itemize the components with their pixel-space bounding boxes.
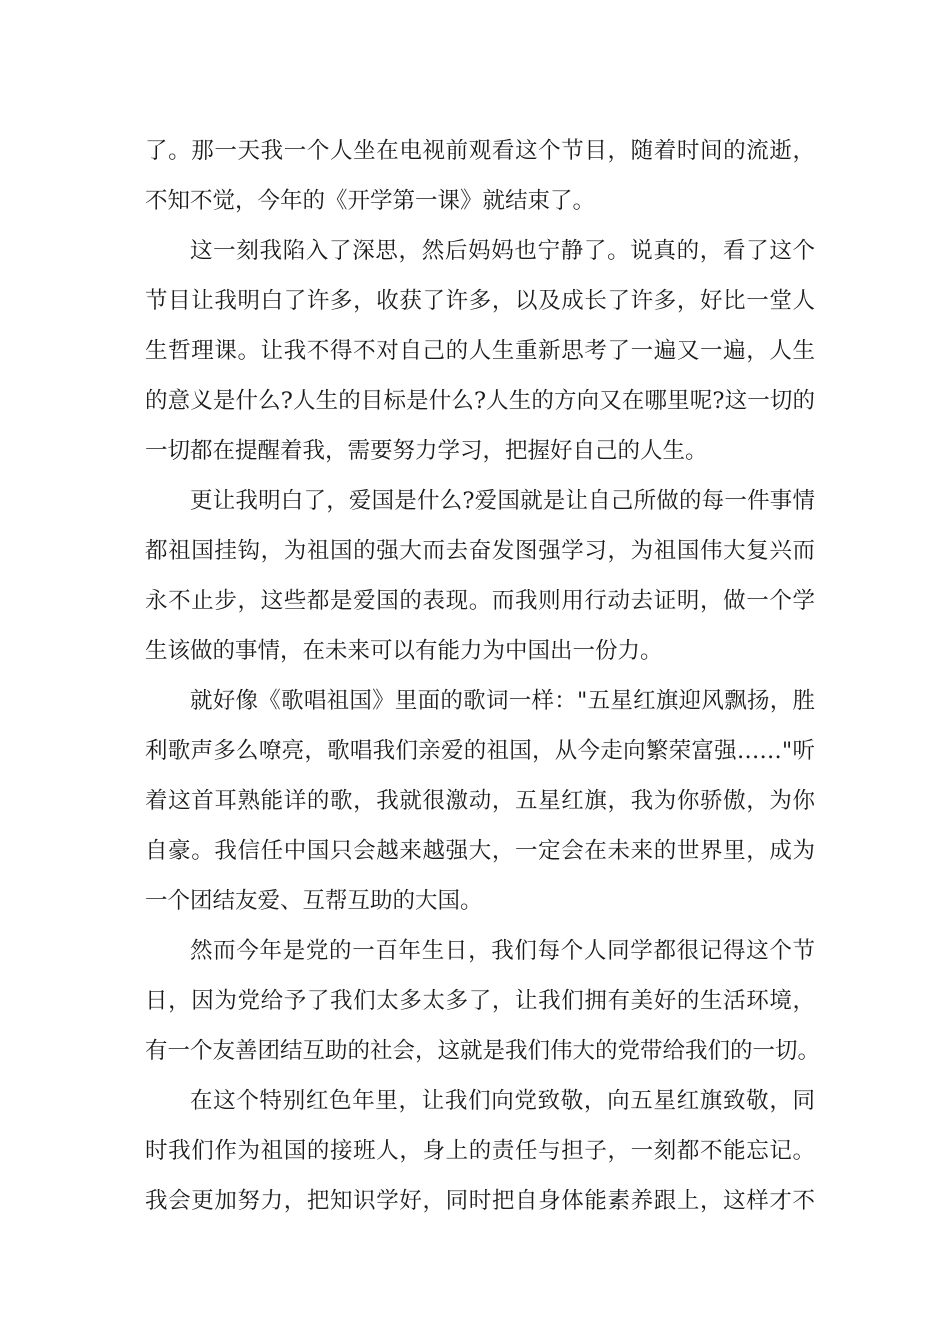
text-line: 都祖国挂钩，为祖国的强大而去奋发图强学习，为祖国伟大复兴而	[145, 538, 815, 564]
text-line: 节目让我明白了许多，收获了许多，以及成长了许多，好比一堂人	[145, 288, 815, 314]
paragraph-first-line: 更让我明白了，爱国是什么?爱国就是让自己所做的每一件事情	[190, 488, 815, 514]
text-line: 不知不觉，今年的《开学第一课》就结束了。	[145, 188, 596, 214]
text-line: 生该做的事情，在未来可以有能力为中国出一份力。	[145, 638, 663, 664]
paragraph-first-line: 就好像《歌唱祖国》里面的歌词一样："五星红旗迎风飘扬，胜	[190, 688, 815, 714]
text-line: 时我们作为祖国的接班人，身上的责任与担子，一刻都不能忘记。	[145, 1138, 815, 1164]
paragraph-first-line: 这一刻我陷入了深思，然后妈妈也宁静了。说真的，看了这个	[190, 238, 815, 264]
text-line: 了。那一天我一个人坐在电视前观看这个节目，随着时间的流逝，	[145, 138, 815, 164]
text-line: 着这首耳熟能详的歌，我就很激动，五星红旗，我为你骄傲，为你	[145, 788, 815, 814]
text-line: 利歌声多么嘹亮，歌唱我们亲爱的祖国，从今走向繁荣富强……"听	[145, 738, 815, 764]
text-line: 生哲理课。让我不得不对自己的人生重新思考了一遍又一遍，人生	[145, 338, 815, 364]
text-line: 永不止步，这些都是爱国的表现。而我则用行动去证明，做一个学	[145, 588, 815, 614]
paragraph-first-line: 然而今年是党的一百年生日，我们每个人同学都很记得这个节	[190, 938, 815, 964]
text-line: 一个团结友爱、互帮互助的大国。	[145, 888, 483, 914]
text-line: 自豪。我信任中国只会越来越强大，一定会在未来的世界里，成为	[145, 838, 815, 864]
paragraph-first-line: 在这个特别红色年里，让我们向党致敬，向五星红旗致敬，同	[190, 1088, 815, 1114]
text-line: 有一个友善团结互助的社会，这就是我们伟大的党带给我们的一切。	[145, 1038, 821, 1064]
text-line: 的意义是什么?人生的目标是什么?人生的方向又在哪里呢?这一切的	[145, 388, 815, 414]
text-line: 一切都在提醒着我，需要努力学习，把握好自己的人生。	[145, 438, 708, 464]
text-line: 我会更加努力，把知识学好，同时把自身体能素养跟上，这样才不	[145, 1188, 815, 1214]
text-line: 日，因为党给予了我们太多太多了，让我们拥有美好的生活环境，	[145, 988, 815, 1014]
